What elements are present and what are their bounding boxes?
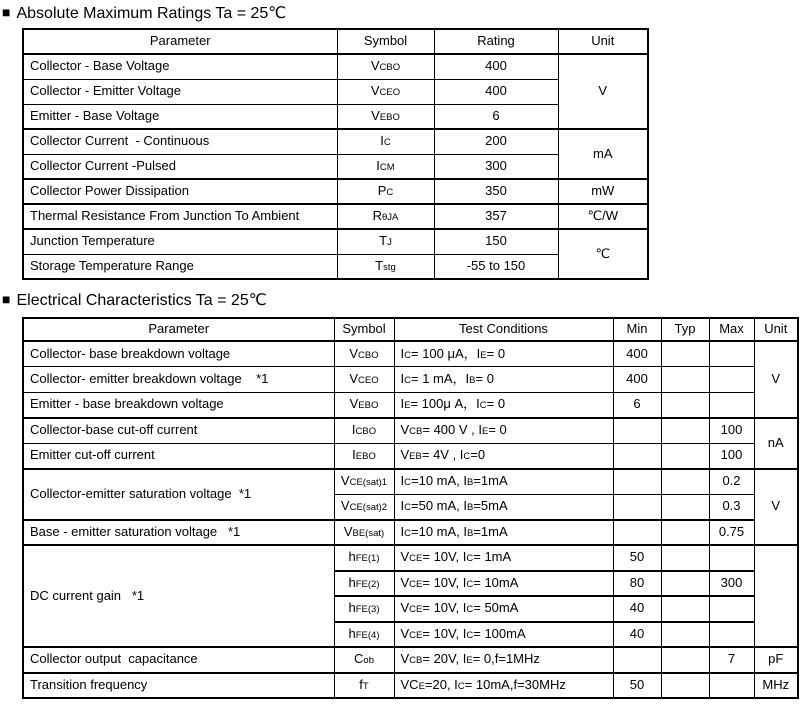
column-header: Symbol [334,318,394,341]
table-cell: IC= 1 mA，IB= 0 [394,367,613,393]
table-cell: 50 [613,673,661,699]
table-cell: 7 [709,647,754,673]
table-cell: IC=10 mA, IB=1mA [394,520,613,546]
table-cell: VBE(sat) [334,520,394,546]
column-header: Max [709,318,754,341]
table-cell: VCE(sat)1 [334,469,394,495]
table-cell: 400 [613,367,661,393]
table-cell: Emitter - Base Voltage [23,104,337,129]
table-cell: 357 [434,204,558,229]
table-cell: VCBO [337,54,434,79]
table-row [23,341,798,367]
table-cell: pF [754,647,798,673]
table-cell [613,443,661,469]
table-cell: ℃ [558,229,648,279]
table-cell [661,418,709,444]
table-cell: PC [337,179,434,204]
column-header: Test Conditions [394,318,613,341]
table-cell: 300 [434,154,558,179]
column-header: Parameter [23,29,337,54]
table-cell [613,469,661,495]
table-cell [661,392,709,418]
column-header: Rating [434,29,558,54]
table-cell: -55 to 150 [434,254,558,279]
table-cell: 300 [709,571,754,597]
table-cell: Collector output capacitance [23,647,334,673]
table-cell: Collector-emitter saturation voltage *1 [23,469,334,520]
table-cell: 400 [434,79,558,104]
table-cell: VEB= 4V , IC=0 [394,443,613,469]
table-cell: 400 [613,341,661,367]
table-row [23,647,798,673]
column-header: Parameter [23,318,334,341]
table-row [23,520,798,546]
table-row [23,154,648,179]
table-cell: V [558,54,648,129]
table-cell: Storage Temperature Range [23,254,337,279]
table-cell: 6 [613,392,661,418]
table-cell [661,443,709,469]
table-cell [661,673,709,699]
table-cell: VEBO [337,104,434,129]
table-cell: IC=10 mA, IB=1mA [394,469,613,495]
table-cell: ICM [337,154,434,179]
table-cell: hFE(2) [334,571,394,597]
bullet-square-icon: ■ [2,291,11,307]
table-cell: Junction Temperature [23,229,337,254]
table-cell: VEBO [334,392,394,418]
table-cell: Emitter cut-off current [23,443,334,469]
table-cell [709,367,754,393]
table-cell: VCE(sat)2 [334,494,394,520]
table-cell [661,520,709,546]
table-cell: Base - emitter saturation voltage *1 [23,520,334,546]
table-cell: 100 [709,418,754,444]
table-cell: 150 [434,229,558,254]
table-row [23,79,648,104]
table-row [23,254,648,279]
table-cell [661,341,709,367]
table-cell: VCEO [334,367,394,393]
table-cell: IC [337,129,434,154]
section-title-absolute-maximum-ratings [2,4,803,23]
table-cell [661,647,709,673]
table-cell: MHz [754,673,798,699]
table-cell [661,571,709,597]
table-row [23,229,648,254]
column-header: Unit [558,29,648,54]
table-cell: Tstg [337,254,434,279]
column-header: Typ [661,318,709,341]
table-cell: Cob [334,647,394,673]
table-cell: 200 [434,129,558,154]
column-header: Symbol [337,29,434,54]
table-cell: Thermal Resistance From Junction To Ambient [23,204,337,229]
table-row [23,392,798,418]
table-cell: ℃/W [558,204,648,229]
table-cell: 40 [613,596,661,622]
table-cell: VCE= 10V, IC= 100mA [394,622,613,648]
table-cell [709,673,754,699]
table-cell: 0.75 [709,520,754,546]
table-cell: 40 [613,622,661,648]
table-cell: 100 [709,443,754,469]
table-cell: IE= 100μ A，IC= 0 [394,392,613,418]
table-cell: DC current gain *1 [23,545,334,647]
column-header: Min [613,318,661,341]
table-cell: V [754,341,798,418]
table-cell: Collector Current -Pulsed [23,154,337,179]
section-title-electrical-characteristics [2,291,803,310]
table-cell [661,494,709,520]
table-cell [709,545,754,571]
table-cell: Collector Power Dissipation [23,179,337,204]
table-row [23,443,798,469]
table-cell [709,392,754,418]
table-cell: VCBO [334,341,394,367]
table-cell [661,545,709,571]
table-cell: fT [334,673,394,699]
table-cell [709,622,754,648]
section-title-text: Absolute Maximum Ratings Ta = 25℃ [16,5,287,22]
table-cell: Collector - Base Voltage [23,54,337,79]
table-cell: RθJA [337,204,434,229]
table-row [23,469,798,495]
table-cell: hFE(1) [334,545,394,571]
table-row [23,104,648,129]
table-cell: VCB= 400 V , IE= 0 [394,418,613,444]
table-cell: hFE(4) [334,622,394,648]
table-cell [709,341,754,367]
table-cell [613,520,661,546]
table-cell: 50 [613,545,661,571]
table-cell: Collector - Emitter Voltage [23,79,337,104]
table-cell: ICBO [334,418,394,444]
bullet-square-icon: ■ [2,4,11,20]
table-cell: Collector- base breakdown voltage [23,341,334,367]
table-cell [754,545,798,647]
table-row [23,54,648,79]
table-cell: VCE= 10V, IC= 1mA [394,545,613,571]
table-cell: VCB= 20V, IE= 0,f=1MHz [394,647,613,673]
header-row [23,318,798,341]
table-cell: mW [558,179,648,204]
table-cell: Transition frequency [23,673,334,699]
table-cell: VCE= 10V, IC= 10mA [394,571,613,597]
table-cell: Emitter - base breakdown voltage [23,392,334,418]
table-cell: VCE= 10V, IC= 50mA [394,596,613,622]
table-row [23,367,798,393]
table-cell [613,418,661,444]
table-row [23,545,798,571]
table-cell: 6 [434,104,558,129]
table-cell: TJ [337,229,434,254]
table-row [23,129,648,154]
table-cell: Collector Current - Continuous [23,129,337,154]
table-cell [661,622,709,648]
table-cell: 0.3 [709,494,754,520]
header-row [23,29,648,54]
table-cell [613,494,661,520]
absolute-maximum-ratings-table [22,28,649,280]
column-header: Unit [754,318,798,341]
table-cell: mA [558,129,648,179]
table-cell: 0.2 [709,469,754,495]
table-cell: IEBO [334,443,394,469]
section-title-text: Electrical Characteristics Ta = 25℃ [16,292,267,309]
table-cell [661,596,709,622]
table-cell [661,367,709,393]
electrical-characteristics-table [22,317,799,699]
table-row [23,418,798,444]
table-cell: V [754,469,798,546]
table-row [23,179,648,204]
table-cell: IC= 100 μA，IE= 0 [394,341,613,367]
table-row [23,673,798,699]
table-cell: hFE(3) [334,596,394,622]
table-cell: IC=50 mA, IB=5mA [394,494,613,520]
table-cell: 80 [613,571,661,597]
table-cell: nA [754,418,798,469]
table-cell: VCE=20, IC= 10mA,f=30MHz [394,673,613,699]
table-cell: 400 [434,54,558,79]
table-cell: VCEO [337,79,434,104]
table-cell [613,647,661,673]
table-cell: Collector- emitter breakdown voltage *1 [23,367,334,393]
table-row [23,204,648,229]
table-cell [661,469,709,495]
table-cell [709,596,754,622]
table-cell: 350 [434,179,558,204]
table-cell: Collector-base cut-off current [23,418,334,444]
